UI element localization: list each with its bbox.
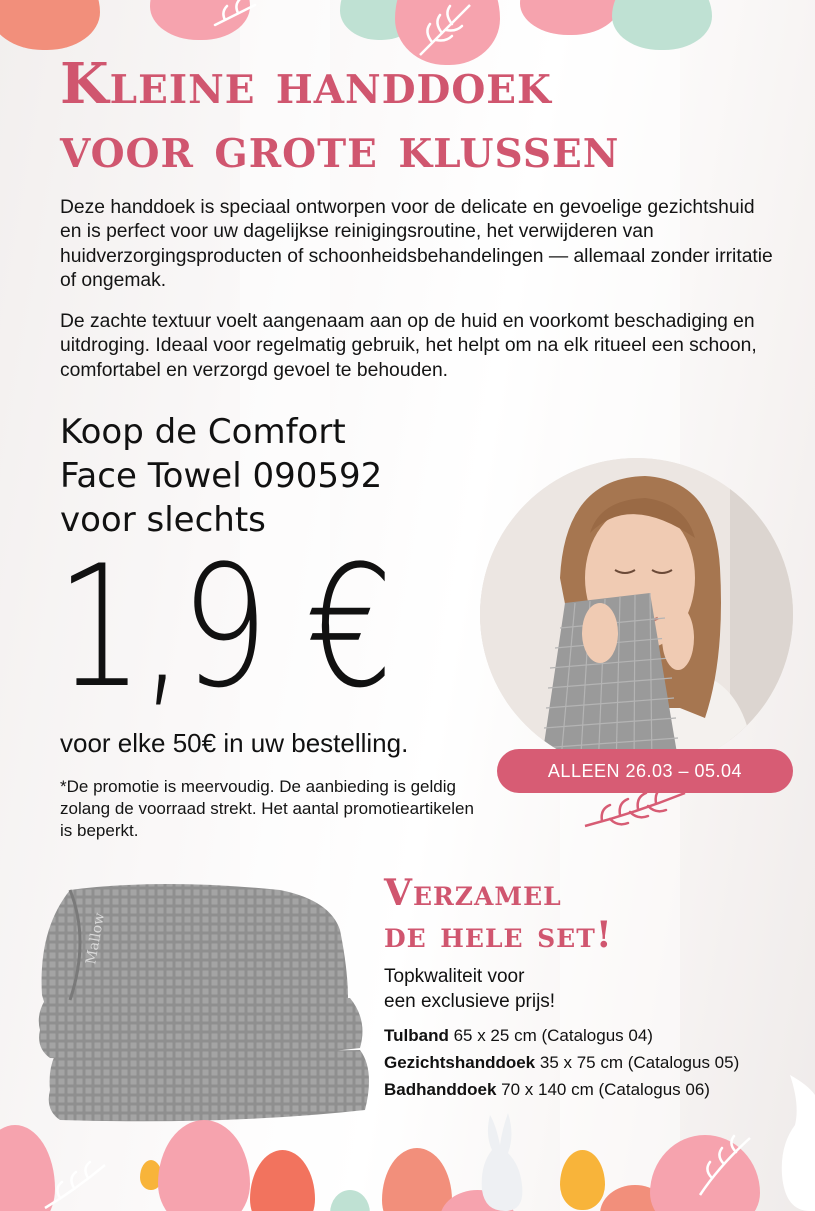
collection-subtitle-line-1: Topkwaliteit voor — [384, 966, 525, 987]
easter-egg-decoration — [382, 1148, 452, 1211]
easter-egg-decoration — [560, 1150, 605, 1210]
bunny-silhouette-icon — [770, 1075, 815, 1211]
offer-line-1: Koop de Comfort — [60, 412, 346, 452]
headline-line-2: voor grote klussen — [60, 115, 620, 181]
svg-text:Mallow: Mallow — [83, 911, 108, 966]
validity-badge: ALLEEN 26.03 – 05.04 — [497, 749, 793, 793]
woman-with-towel-photo — [480, 458, 793, 771]
texture-paragraph: De zachte textuur voelt aangenaam aan op de huid en voorkomt beschadiging en uitdroging. Ideaal voor regelmatig gebruik, het helpt om na elk ritueel een schoon, comfortabel en verzorgd gevoel te behouden. — [60, 311, 757, 381]
leaf-sprig-icon — [690, 1130, 760, 1200]
bunny-silhouette-icon — [470, 1105, 530, 1211]
towel-set-photo — [30, 870, 380, 1130]
headline-line-1: Kleine handdoek — [60, 51, 552, 117]
item-name: Gezichtshanddoek — [384, 1053, 536, 1072]
collection-title-line-1: Verzamel — [384, 872, 562, 914]
list-item — [384, 1022, 809, 1049]
list-item — [384, 1049, 809, 1076]
offer-condition: voor elke 50€ in uw bestelling. — [60, 728, 409, 758]
woman-with-towel-illustration — [480, 458, 793, 771]
collection-subtitle — [384, 964, 684, 1014]
item-name: Badhanddoek — [384, 1080, 497, 1099]
item-name: Tulband — [384, 1026, 449, 1045]
headline — [60, 52, 780, 180]
easter-egg-decoration — [330, 1190, 370, 1211]
easter-egg-decoration — [0, 0, 100, 50]
leaf-sprig-icon — [210, 0, 260, 30]
list-item — [384, 1076, 809, 1103]
easter-egg-decoration — [158, 1120, 250, 1211]
collection-subtitle-line-2: een exclusieve prijs! — [384, 991, 556, 1012]
item-details: 70 x 140 cm (Catalogus 06) — [501, 1080, 710, 1099]
item-details: 65 x 25 cm (Catalogus 04) — [453, 1026, 653, 1045]
collection-title — [384, 872, 613, 956]
leaf-sprig-icon — [40, 1160, 110, 1211]
offer-line-3: voor slechts — [60, 500, 266, 540]
collection-title-line-2: de hele set! — [384, 914, 613, 956]
promotion-footnote: *De promotie is meervoudig. De aanbieding is geldig zolang de voorraad strekt. Het aantal promotieartikelen is beperkt. — [60, 777, 474, 840]
intro-paragraph: Deze handdoek is speciaal ontworpen voor de delicate en gevoelige gezichtshuid en is perfect voor uw dagelijkse reinigingsroutine, het verwijderen van huidverzorgingsproducten of schoonheidsbehandelingen — allemaal zonder irritatie of ongemak. — [60, 197, 773, 291]
offer-heading — [60, 410, 490, 542]
offer-line-2: Face Towel 090592 — [60, 456, 383, 496]
offer-price: 1,9 € — [56, 529, 391, 725]
collection-list — [384, 1022, 809, 1103]
item-details: 35 x 75 cm (Catalogus 05) — [539, 1053, 740, 1072]
leaf-sprig-icon — [580, 788, 690, 833]
